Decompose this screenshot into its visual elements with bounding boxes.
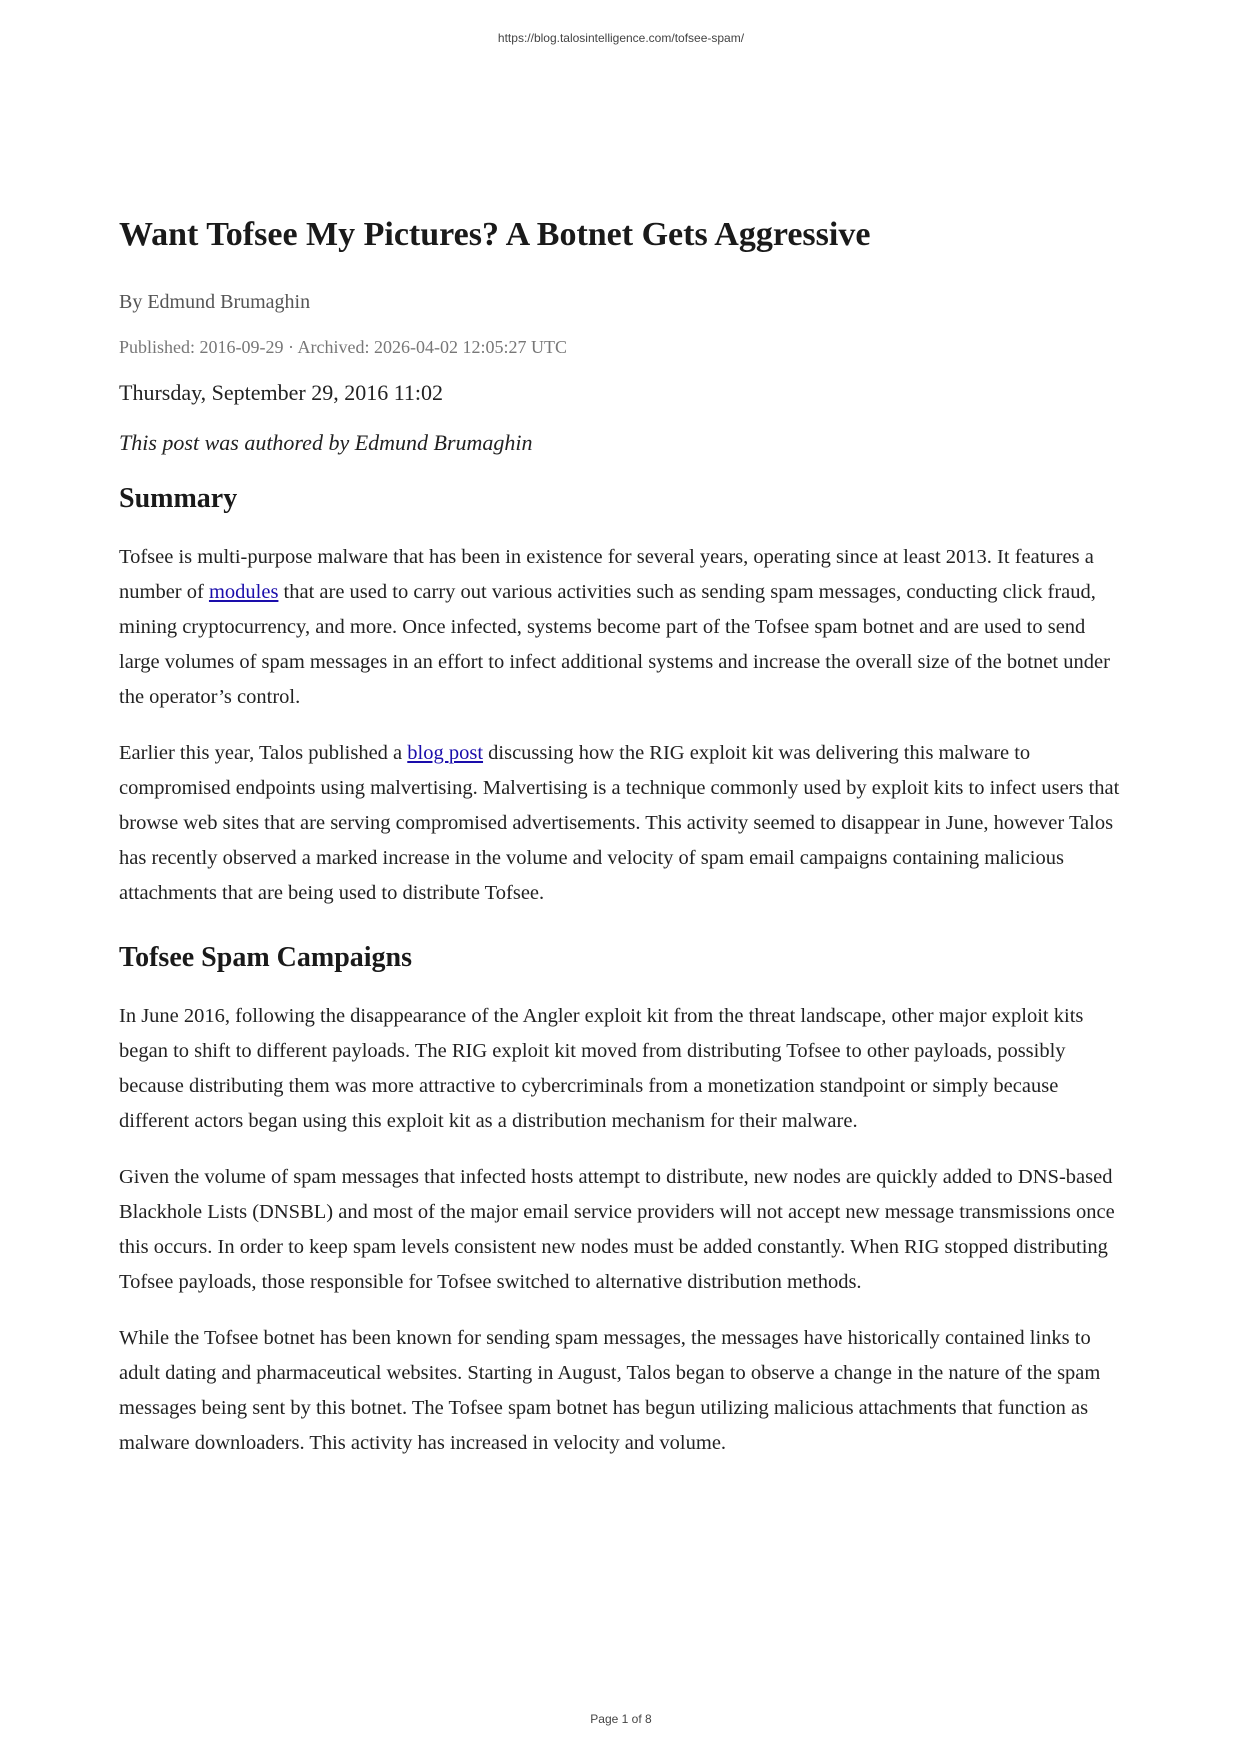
paragraph-summary-1 <box>119 540 1129 715</box>
paragraph-summary-2 <box>119 736 1129 911</box>
paragraph-campaigns-2: Given the volume of spam messages that infected hosts attempt to distribute, new nodes are quickly added to DNS-based Blackhole Lists (DNSBL) and most of the major email service providers will not accept new message transmissions once this occurs. In order to keep spam levels consistent new nodes must be added constantly. When RIG stopped distributing Tofsee payloads, those responsible for Tofsee switched to alternative distribution methods. <box>119 1166 1115 1293</box>
paragraph-text: that are used to carry out various activities such as sending spam messages, conducting click fraud, mining cryptocurrency, and more. Once infected, systems become part of the Tofsee spam botnet and are used to send large volumes of spam messages in an effort to infect additional systems and increase the overall size of the botnet under the operator’s control. <box>119 581 1110 708</box>
paragraph-text: Tofsee is multi-purpose malware that has been in existence for several years, operating since at least 2013. It features a number of <box>119 546 1094 603</box>
paragraph-text: discussing how the RIG exploit kit was delivering this malware to compromised endpoints using malvertising. Malvertising is a technique commonly used by exploit kits to infect users that browse web sites that are serving compromised advertisements. This activity seemed to disappear in June, however Talos has recently observed a marked increase in the volume and velocity of spam email campaigns containing malicious attachments that are being used to distribute Tofsee. <box>119 742 1120 904</box>
authored-note: This post was authored by Edmund Brumaghin <box>119 430 533 455</box>
modules-link[interactable]: modules <box>208 581 279 603</box>
page-url: https://blog.talosintelligence.com/tofsee-spam/ <box>497 31 745 45</box>
paragraph-campaigns-1: In June 2016, following the disappearance of the Angler exploit kit from the threat landscape, other major exploit kits began to shift to different payloads. The RIG exploit kit moved from distributing Tofsee to other payloads, possibly because distributing them was more attractive to cybercriminals from a monetization standpoint or simply because different actors began using this exploit kit as a distribution mechanism for their malware. <box>119 1005 1084 1132</box>
campaigns-heading: Tofsee Spam Campaigns <box>119 942 413 973</box>
blog-post-link[interactable]: blog post <box>407 742 484 764</box>
article-title: Want Tofsee My Pictures? A Botnet Gets Aggressive <box>119 216 871 253</box>
byline: By Edmund Brumaghin <box>119 291 311 313</box>
publish-meta: Published: 2016-09-29 · Archived: 2026-04-02 12:05:27 UTC <box>119 337 567 357</box>
paragraph-text: Earlier this year, Talos published a <box>119 742 408 764</box>
paragraph-campaigns-3: While the Tofsee botnet has been known for sending spam messages, the messages have historically contained links to adult dating and pharmaceutical websites. Starting in August, Talos began to observe a change in the nature of the spam messages being sent by this botnet. The Tofsee spam botnet has begun utilizing malicious attachments that function as malware downloaders. This activity has increased in velocity and volume. <box>119 1327 1101 1454</box>
article <box>119 212 1129 1482</box>
page-number: Page 1 of 8 <box>590 1712 652 1726</box>
dateline: Thursday, September 29, 2016 11:02 <box>119 380 444 405</box>
summary-heading: Summary <box>119 483 238 514</box>
